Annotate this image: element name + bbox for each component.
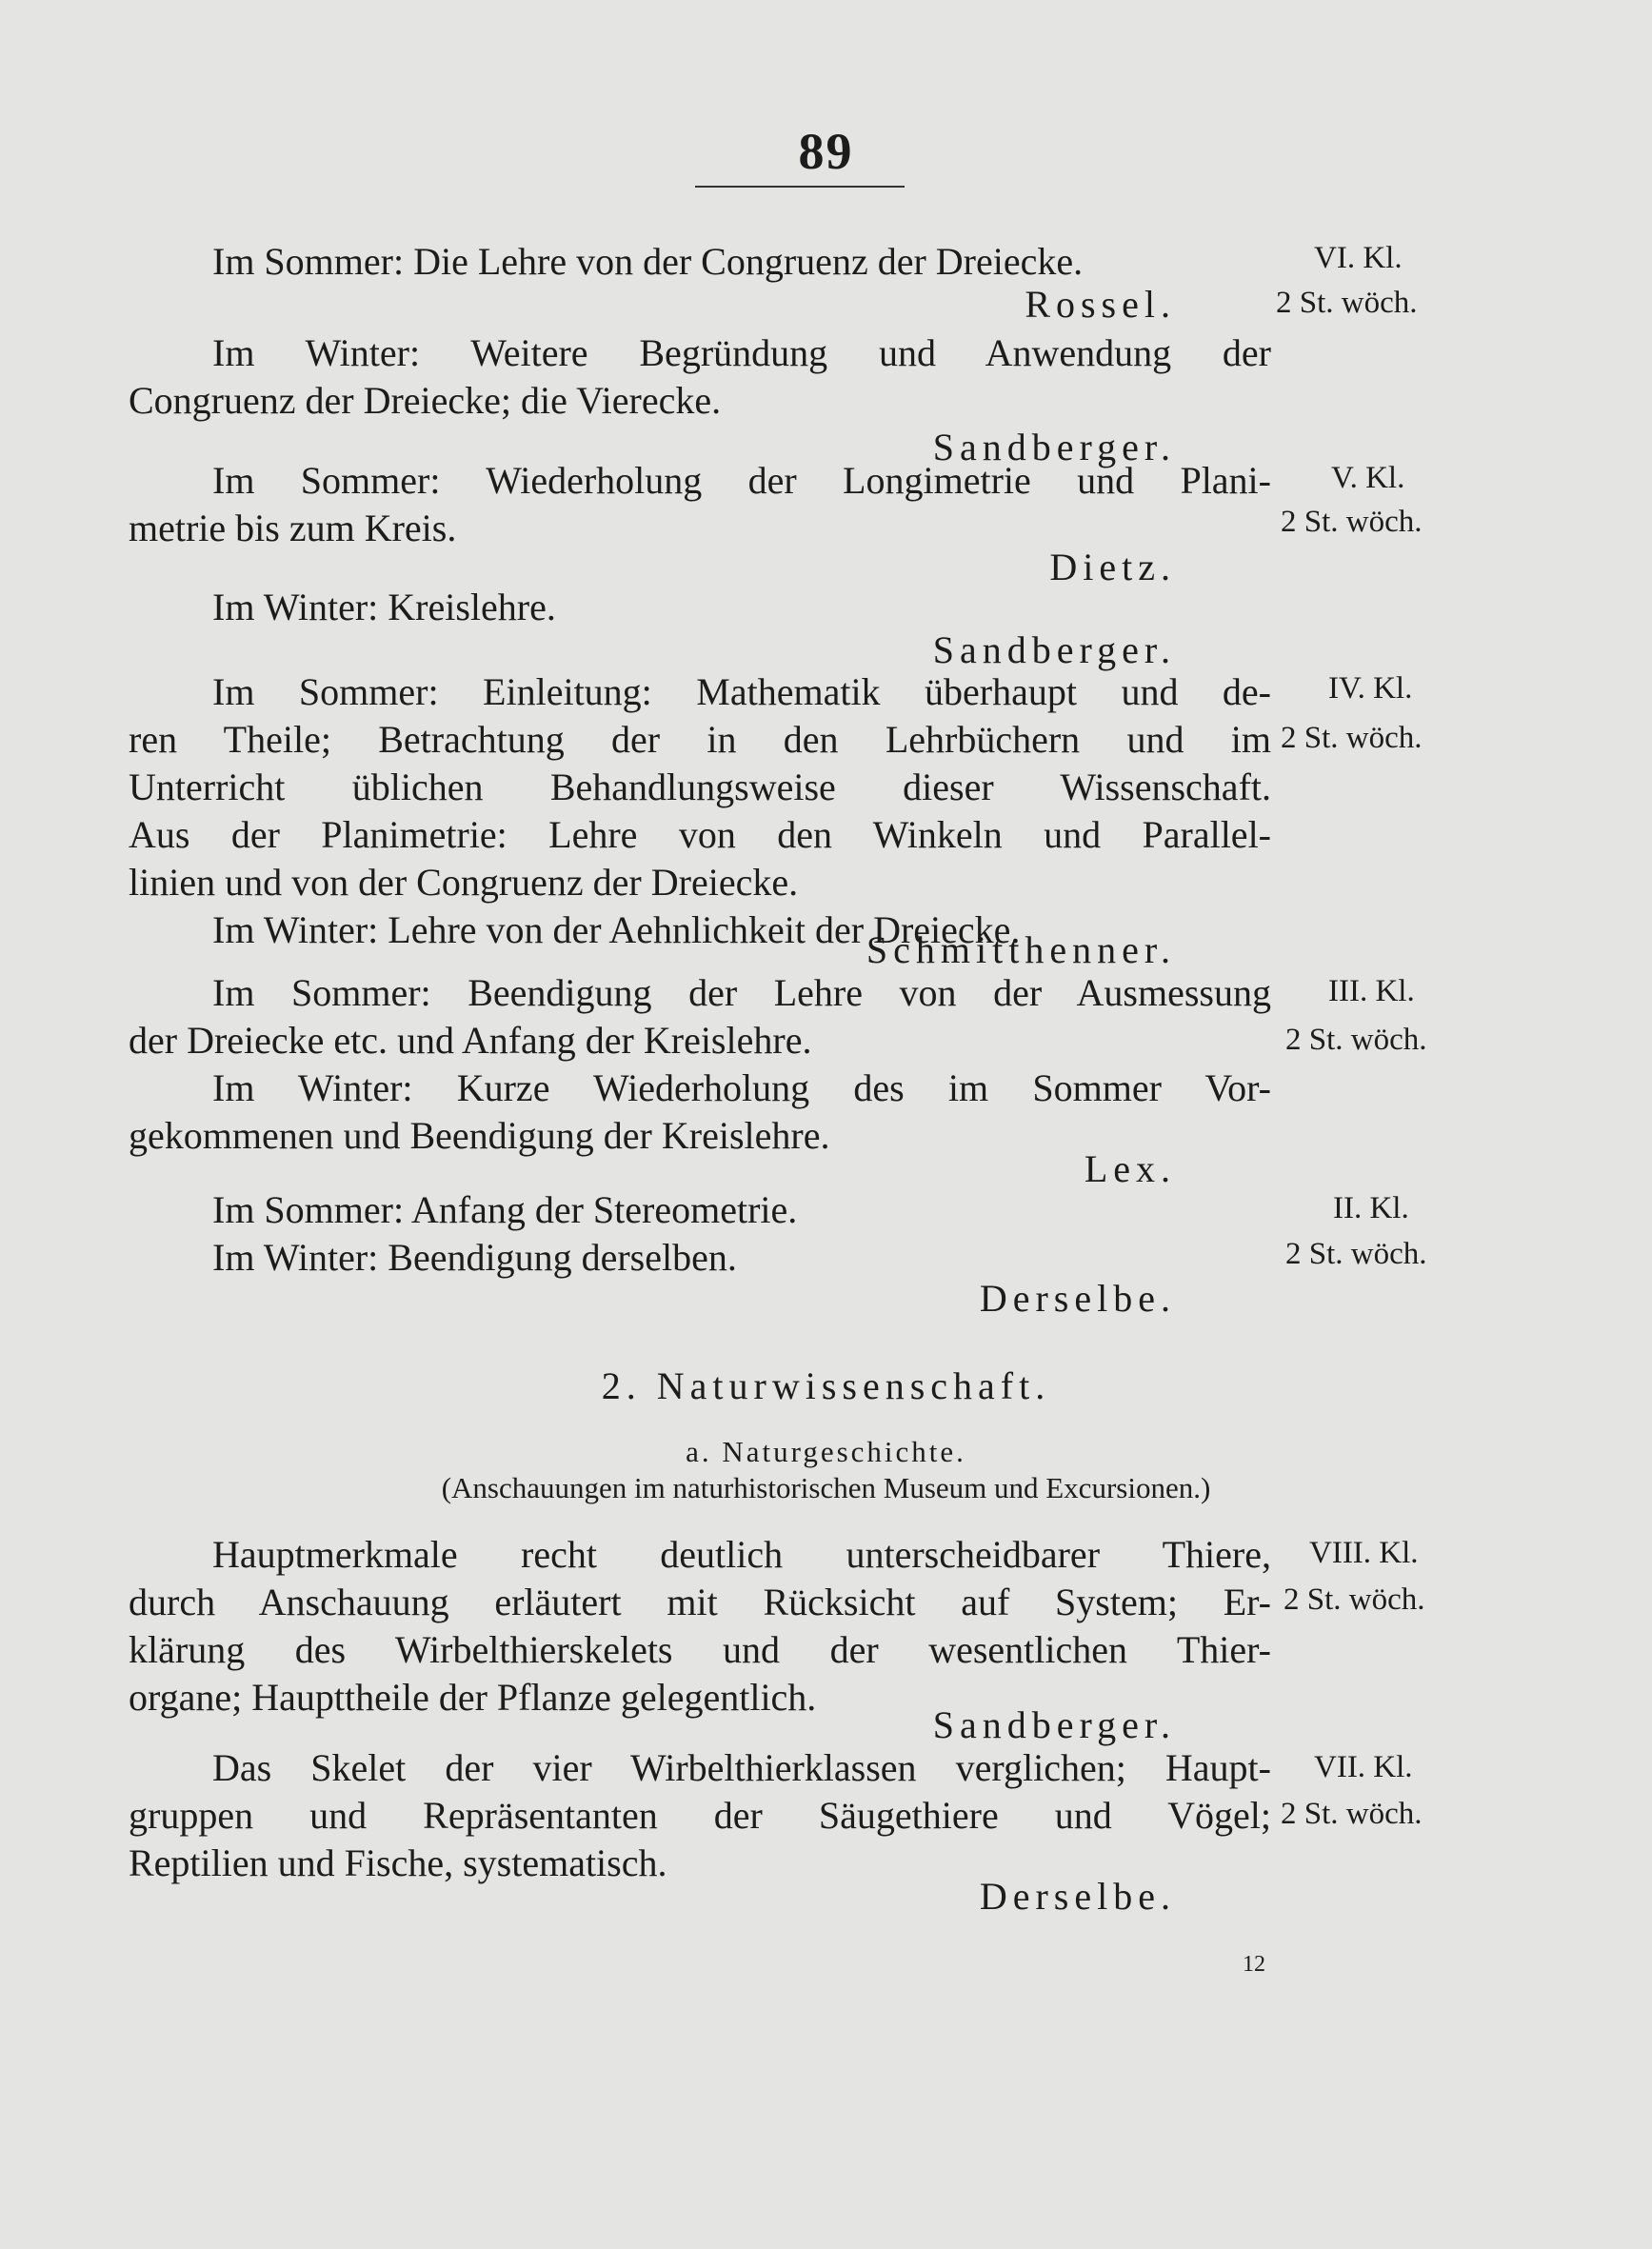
hours-label: 2 St. wöch. — [1281, 505, 1423, 539]
paragraph-viii — [129, 1531, 1271, 1722]
text-line: Reptilien und Fische, systematisch. — [129, 1841, 667, 1884]
paragraph-vi-summer — [129, 238, 1355, 286]
text-line: Im Sommer: Anfang der Stereometrie. — [212, 1188, 798, 1231]
text-line: klärung des Wirbelthierskelets und der wesentlichen Thier- — [129, 1628, 1271, 1671]
text-line: organe; Haupttheile der Pflanze gelegentlich. — [129, 1676, 817, 1719]
class-label: VII. Kl. — [1314, 1750, 1413, 1784]
teacher-name: Derselbe. — [979, 1875, 1176, 1918]
text-line: Im Sommer: Die Lehre von der Congruenz der Dreiecke. — [212, 240, 1084, 283]
text-line: Im Sommer: Beendigung der Lehre von der Ausmessung — [212, 971, 1271, 1014]
text-line: Im Winter: Lehre von der Aehnlichkeit der Dreiecke. — [212, 908, 1021, 951]
text-line: metrie bis zum Kreis. — [129, 507, 457, 549]
hours-label: 2 St. wöch. — [1281, 1797, 1423, 1831]
text-line: Im Winter: Beendigung derselben. — [212, 1236, 737, 1279]
hours-label: 2 St. wöch. — [1284, 1582, 1425, 1617]
paragraph-v — [129, 457, 1271, 552]
text-line: Im Winter: Kurze Wiederholung des im Sommer Vor- — [212, 1066, 1271, 1109]
page-number: 89 — [798, 123, 854, 180]
paragraph-iii — [129, 969, 1271, 1160]
text-line: Aus der Planimetrie: Lehre von den Winkeln und Parallel- — [129, 813, 1271, 856]
text-line: Congruenz der Dreiecke; die Vierecke. — [129, 379, 722, 422]
teacher-name: Lex. — [1084, 1147, 1176, 1190]
teacher-name: Schmitthenner. — [866, 928, 1176, 971]
signature-mark: 12 — [1243, 1952, 1265, 1977]
teacher-name: Sandberger. — [932, 426, 1176, 468]
hours-label: 2 St. wöch. — [1276, 286, 1418, 320]
paragraph-ii — [129, 1186, 1355, 1282]
hours-label: 2 St. wöch. — [1285, 1237, 1427, 1271]
teacher-name: Sandberger. — [932, 628, 1176, 671]
text-line: gekommenen und Beendigung der Kreislehre. — [129, 1114, 830, 1157]
text-line: Hauptmerkmale recht deutlich unterscheidbarer Thiere, — [212, 1533, 1271, 1576]
teacher-name: Derselbe. — [979, 1277, 1176, 1320]
text-line: Das Skelet der vier Wirbelthierklassen verglichen; Haupt- — [212, 1746, 1271, 1789]
text-line: Im Sommer: Einleitung: Mathematik überhaupt und de- — [212, 670, 1271, 713]
text-line: Unterricht üblichen Behandlungsweise dieser Wissenschaft. — [129, 766, 1271, 808]
hours-label: 2 St. wöch. — [1281, 721, 1423, 755]
text-line: Im Winter: Kreislehre. — [212, 586, 556, 628]
text-line: Im Sommer: Wiederholung der Longimetrie und Plani- — [212, 459, 1271, 502]
paragraph-vi-winter — [129, 329, 1271, 425]
header-rule — [695, 186, 905, 188]
section-note: (Anschauungen im naturhistorischen Museum und Excursionen.) — [441, 1471, 1211, 1504]
paragraph-vii — [129, 1744, 1271, 1887]
text-line: der Dreiecke etc. und Anfang der Kreislehre. — [129, 1019, 812, 1062]
text-line: durch Anschauung erläutert mit Rücksicht auf System; Er- — [129, 1581, 1271, 1623]
text-line: linien und von der Congruenz der Dreiecke. — [129, 861, 799, 904]
class-label: VI. Kl. — [1314, 241, 1403, 275]
paragraph-v-winter — [129, 584, 1355, 631]
teacher-name: Dietz. — [1049, 546, 1176, 588]
paragraph-iv — [129, 668, 1271, 954]
class-label: IV. Kl. — [1328, 671, 1413, 706]
class-label: II. Kl. — [1333, 1191, 1409, 1225]
teacher-name: Rossel. — [1025, 283, 1176, 326]
section-heading: 2. Naturwissenschaft. — [601, 1364, 1051, 1407]
teacher-name: Sandberger. — [932, 1703, 1176, 1746]
hours-label: 2 St. wöch. — [1285, 1023, 1427, 1057]
text-line: Im Winter: Weitere Begründung und Anwendung der — [212, 331, 1271, 374]
class-label: V. Kl. — [1331, 461, 1405, 495]
section-subheading: a. Naturgeschichte. — [686, 1435, 966, 1468]
class-label: VIII. Kl. — [1309, 1536, 1419, 1570]
text-line: ren Theile; Betrachtung der in den Lehrbüchern und im — [129, 718, 1271, 761]
class-label: III. Kl. — [1328, 974, 1415, 1008]
text-line: gruppen und Repräsentanten der Säugethiere und Vögel; — [129, 1794, 1271, 1837]
